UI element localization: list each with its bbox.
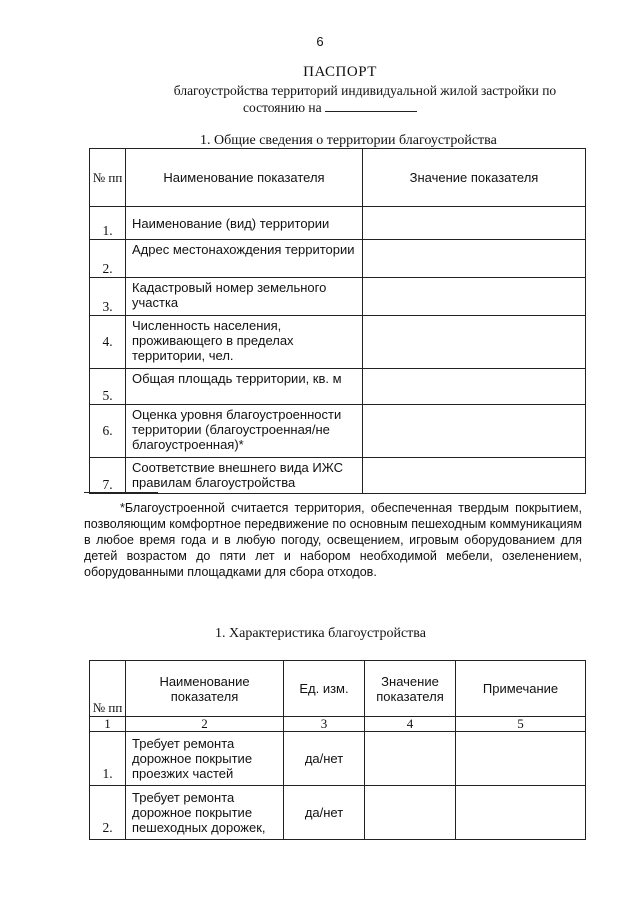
general-info-table: [89, 148, 586, 494]
header-name: Наименование показателя: [126, 149, 363, 207]
section-2-title: 1. Характеристика благоустройства: [215, 626, 426, 641]
subtitle-line-2: [145, 99, 585, 116]
table-header-row: [90, 149, 586, 207]
row-value: [363, 458, 586, 494]
row-num: 2.: [90, 240, 126, 278]
row-value: [363, 316, 586, 369]
section-1-title: 1. Общие сведения о территории благоустройства: [200, 133, 497, 148]
header-unit: Ед. изм.: [284, 661, 365, 717]
column-index: 1: [90, 717, 126, 732]
footnote-separator: [84, 492, 158, 493]
header-value: Значение показателя: [365, 661, 456, 717]
page-number: 6: [316, 34, 324, 49]
column-index-row: [90, 717, 586, 732]
row-name: Соответствие внешнего вида ИЖС правилам благоустройства: [126, 458, 363, 494]
row-name: Общая площадь территории, кв. м: [126, 369, 363, 405]
row-value: [365, 732, 456, 786]
row-name: Адрес местонахождения территории: [126, 240, 363, 278]
row-value: [363, 207, 586, 240]
improvement-characteristics-table: [89, 660, 586, 840]
row-num: 1.: [90, 732, 126, 786]
table-header-row: [90, 661, 586, 717]
row-unit: да/нет: [284, 786, 365, 840]
row-value: [363, 240, 586, 278]
row-name: Оценка уровня благоустроенности территории (благоустроенная/не благоустроенная)*: [126, 405, 363, 458]
column-index: 2: [126, 717, 284, 732]
column-index: 4: [365, 717, 456, 732]
row-num: 4.: [90, 316, 126, 369]
column-index: 5: [456, 717, 586, 732]
row-name: Кадастровый номер земельного участка: [126, 278, 363, 316]
row-num: 3.: [90, 278, 126, 316]
row-value: [363, 278, 586, 316]
row-name: Численность населения, проживающего в пределах территории, чел.: [126, 316, 363, 369]
row-note: [456, 732, 586, 786]
table-row: [90, 405, 586, 458]
table-row: [90, 732, 586, 786]
row-num: 2.: [90, 786, 126, 840]
table-row: [90, 240, 586, 278]
row-value: [365, 786, 456, 840]
header-num: № пп: [90, 149, 126, 207]
document-subtitle: [145, 82, 585, 116]
header-note: Примечание: [456, 661, 586, 717]
row-unit: да/нет: [284, 732, 365, 786]
table-row: [90, 369, 586, 405]
row-value: [363, 369, 586, 405]
row-name: Наименование (вид) территории: [126, 207, 363, 240]
column-index: 3: [284, 717, 365, 732]
subtitle-line-1: благоустройства территорий индивидуальной жилой застройки по: [173, 83, 557, 98]
row-num: 6.: [90, 405, 126, 458]
row-name: Требует ремонта дорожное покрытие проезжих частей: [126, 732, 284, 786]
row-num: 7.: [90, 458, 126, 494]
row-note: [456, 786, 586, 840]
row-name: Требует ремонта дорожное покрытие пешеходных дорожек,: [126, 786, 284, 840]
table-row: [90, 316, 586, 369]
document-title: ПАСПОРТ: [303, 64, 377, 80]
table-row: [90, 786, 586, 840]
header-name: Наименование показателя: [126, 661, 284, 717]
row-num: 1.: [90, 207, 126, 240]
table-row: [90, 278, 586, 316]
row-value: [363, 405, 586, 458]
header-num: № пп: [90, 661, 126, 717]
date-label: состоянию на: [243, 100, 322, 115]
table-row: [90, 207, 586, 240]
row-num: 5.: [90, 369, 126, 405]
table-row: [90, 458, 586, 494]
footnote: *Благоустроенной считается территория, обеспеченная твердым покрытием, позволяющим комфортное передвижение по основным пешеходным коммуникациям в любое время года и в любую погоду, освещением, игровым оборудованием для детей возрастом до пяти лет и набором необходимой мебели, озеленением, оборудованными площадками для сбора отходов.: [84, 501, 582, 579]
date-blank-field: [325, 99, 417, 112]
header-value: Значение показателя: [363, 149, 586, 207]
